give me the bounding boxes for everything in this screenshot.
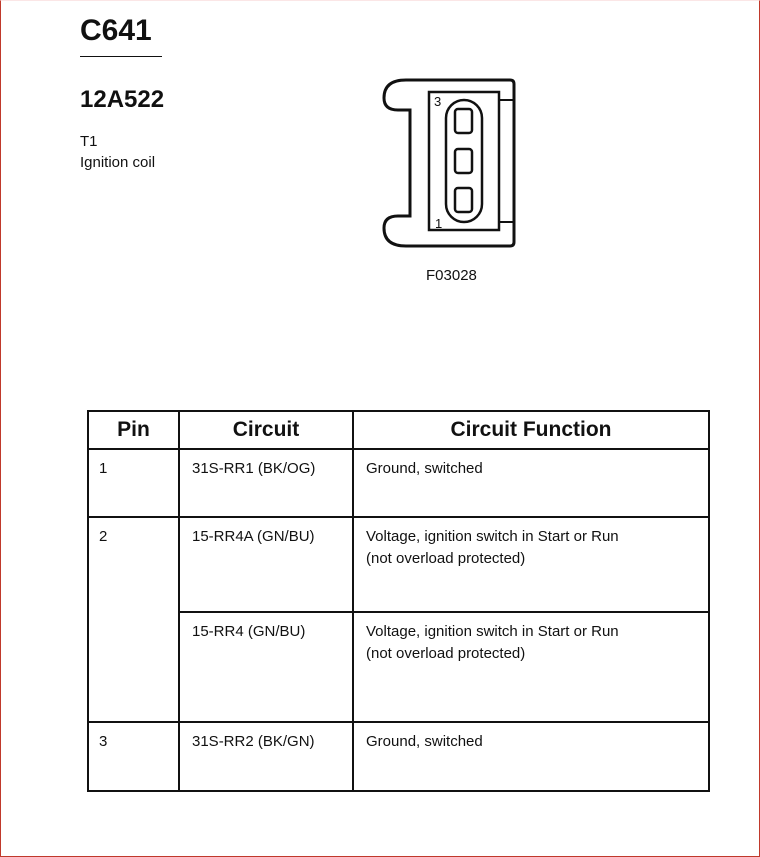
function-cell xyxy=(353,722,709,791)
terminal-3 xyxy=(455,109,472,133)
function-text: (not overload protected) xyxy=(366,550,526,567)
circuit-value: 15-RR4 (GN/BU) xyxy=(192,623,306,640)
pin-value: 3 xyxy=(99,733,108,750)
header-pin: Pin xyxy=(88,411,179,449)
circuit-cell xyxy=(179,612,353,722)
title-underline xyxy=(80,56,162,57)
circuit-cell xyxy=(179,449,353,517)
part-number: 12A522 xyxy=(80,86,165,113)
table-row xyxy=(88,449,709,517)
terminal-2 xyxy=(455,149,472,173)
pin-value: 1 xyxy=(99,460,108,477)
connector-title: C641 xyxy=(80,14,152,47)
component-reference: T1 xyxy=(80,133,98,150)
pin-cell xyxy=(88,517,179,722)
pin-label-3: 3 xyxy=(434,94,442,109)
function-cell xyxy=(353,612,709,722)
pin-cell xyxy=(88,722,179,791)
function-text: Voltage, ignition switch in Start or Run xyxy=(366,623,619,640)
connector-insert xyxy=(429,92,499,230)
pinout-table xyxy=(87,410,710,792)
function-cell xyxy=(353,449,709,517)
circuit-value: 15-RR4A (GN/BU) xyxy=(192,528,315,545)
function-text: Ground, switched xyxy=(366,733,483,750)
function-text: Voltage, ignition switch in Start or Run xyxy=(366,528,619,545)
connector-housing xyxy=(384,80,514,246)
function-text: Ground, switched xyxy=(366,460,483,477)
circuit-value: 31S-RR1 (BK/OG) xyxy=(192,460,316,477)
table-row xyxy=(88,612,709,722)
header-circuit: Circuit xyxy=(179,411,353,449)
table-header-row xyxy=(88,411,709,449)
cavity-oval xyxy=(446,100,482,222)
pin-value: 2 xyxy=(99,528,108,545)
circuit-cell xyxy=(179,517,353,612)
function-cell xyxy=(353,517,709,612)
connector-face-diagram xyxy=(376,74,521,254)
circuit-value: 31S-RR2 (BK/GN) xyxy=(192,733,315,750)
figure-id: F03028 xyxy=(426,267,477,284)
component-description: Ignition coil xyxy=(80,154,156,171)
header-circuit-function: Circuit Function xyxy=(353,411,709,449)
pin-cell xyxy=(88,449,179,517)
terminal-1 xyxy=(455,188,472,212)
function-text: (not overload protected) xyxy=(366,645,526,662)
table-row xyxy=(88,722,709,791)
circuit-cell xyxy=(179,722,353,791)
table-row xyxy=(88,517,709,612)
pin-label-1: 1 xyxy=(435,216,443,231)
